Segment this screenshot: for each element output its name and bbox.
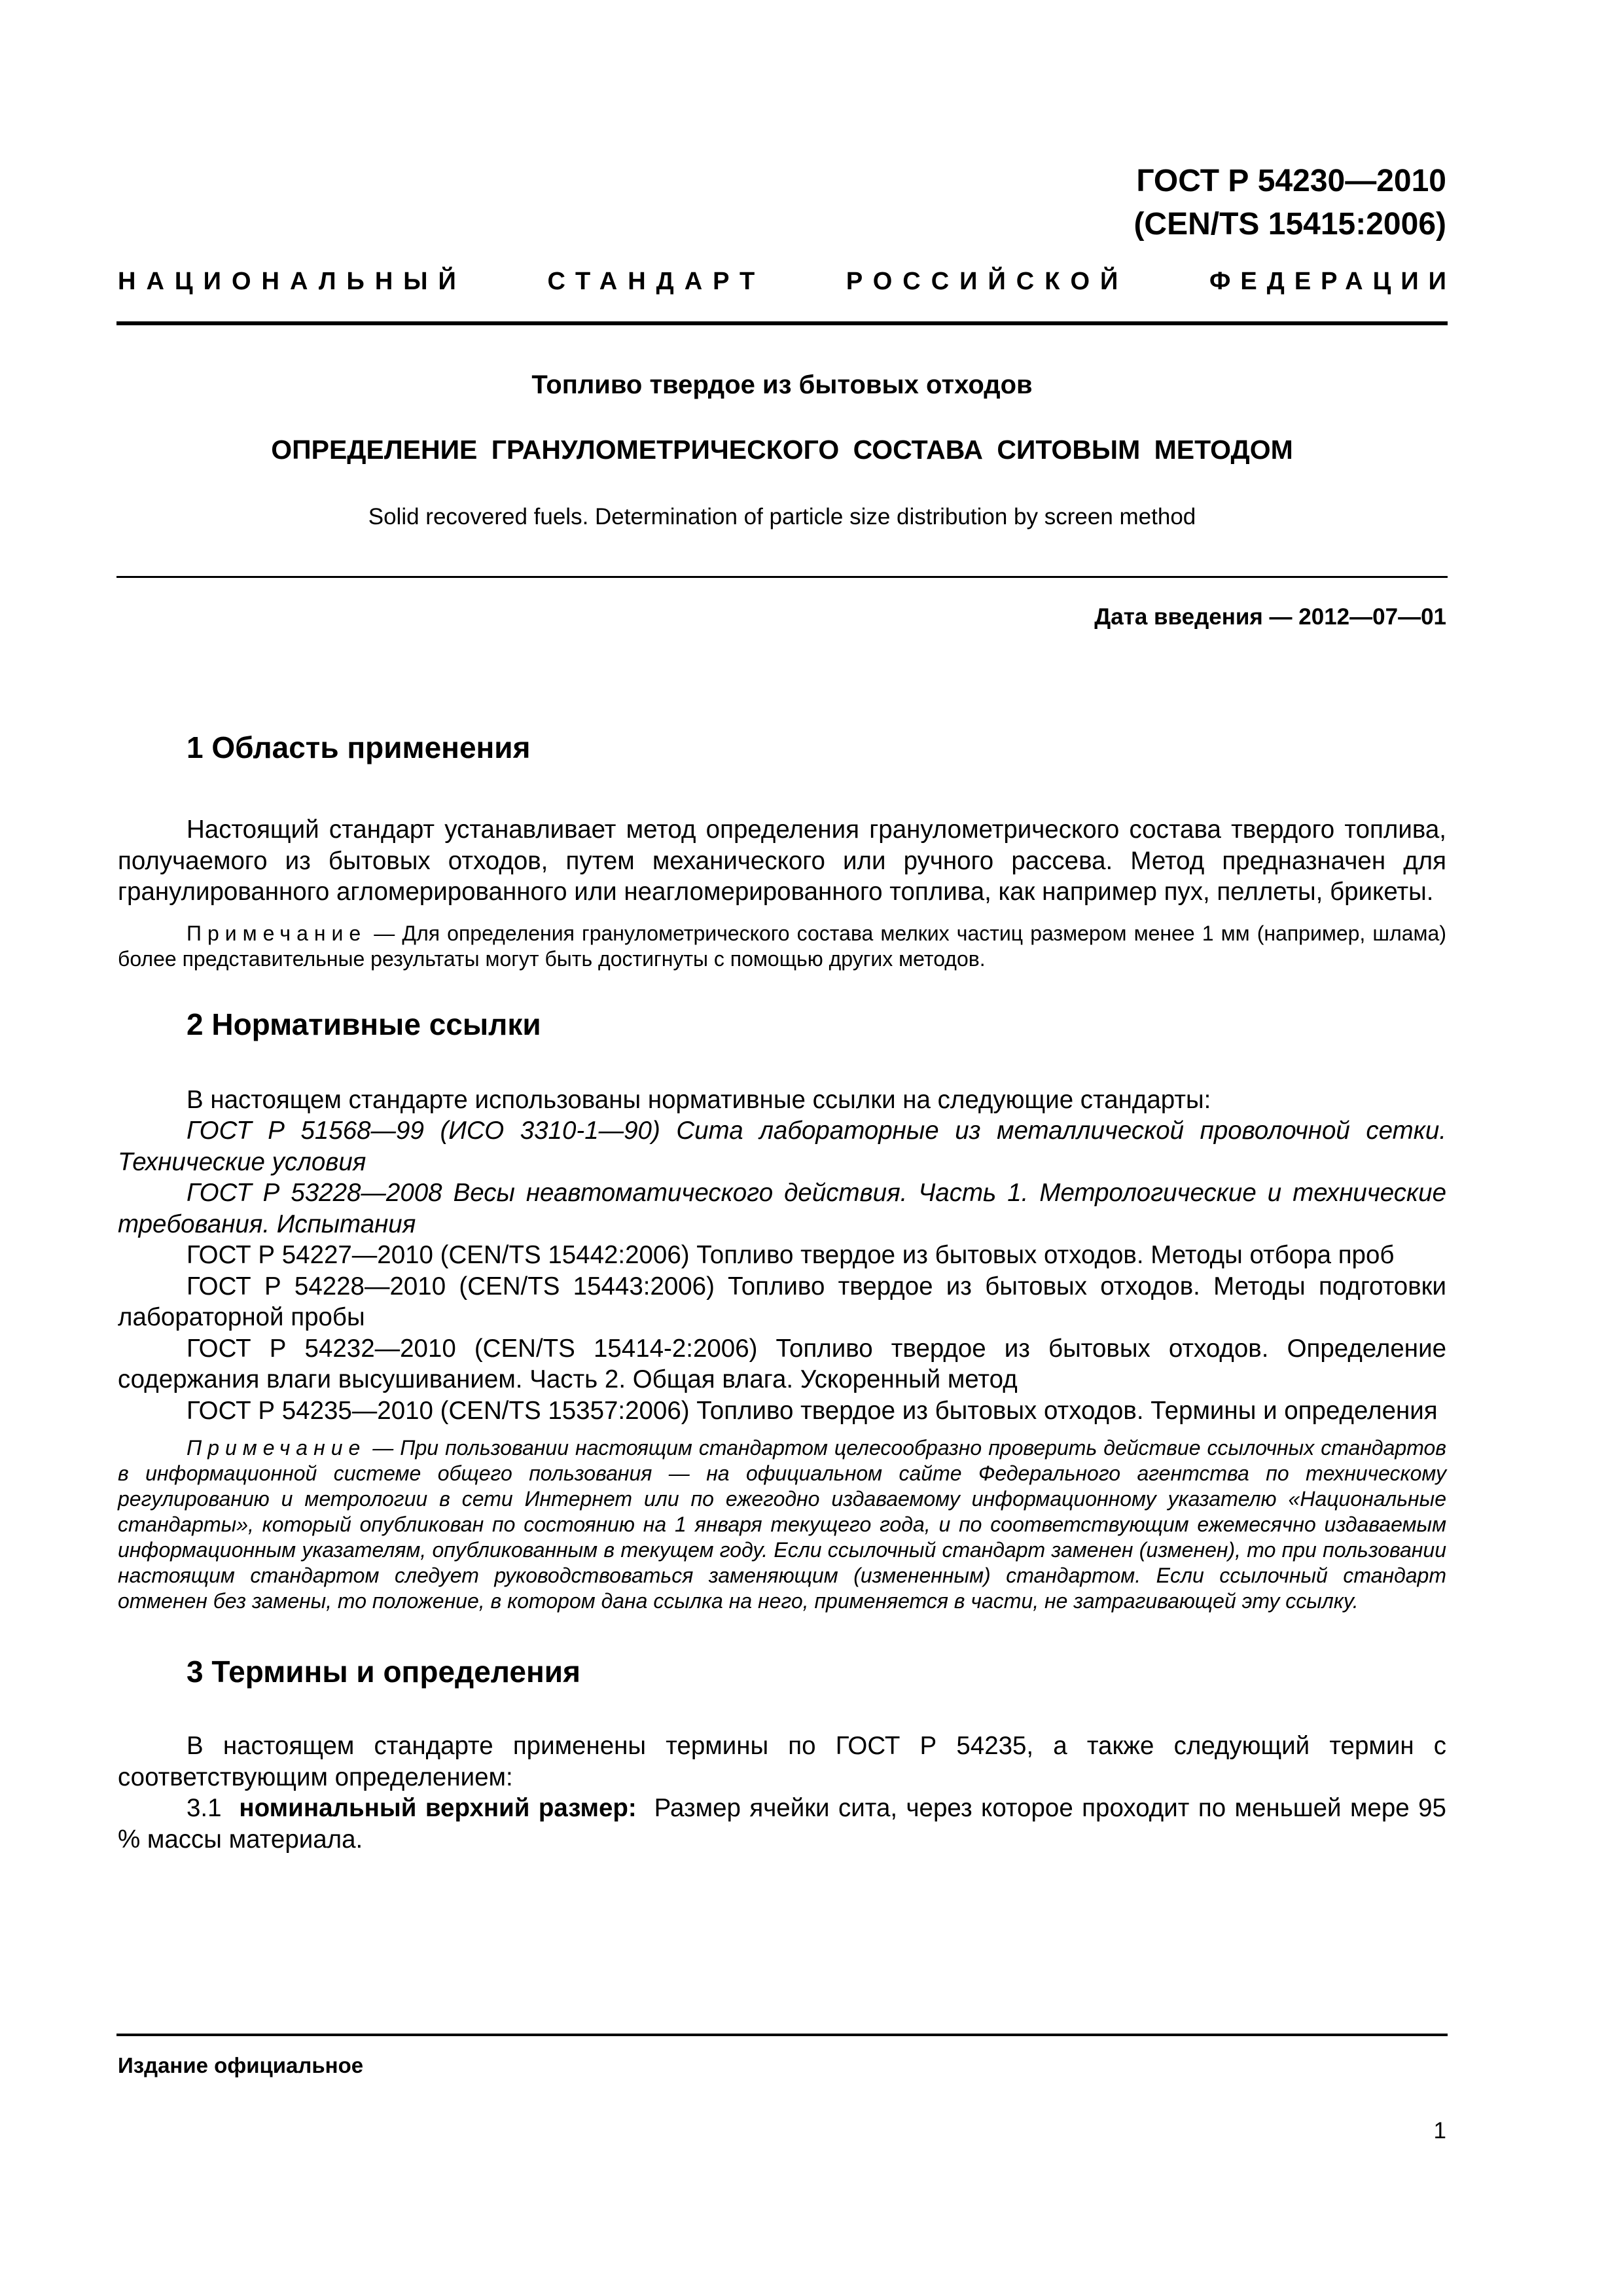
note (118, 921, 1446, 972)
edition-label: Издание официальное (118, 2053, 364, 2077)
section-heading: 2 Нормативные ссылки (187, 1007, 541, 1041)
reference-item: ГОСТ Р 54228—2010 (CEN/TS 15443:2006) Топливо твердое из бытовых отходов. Методы подготовки лабораторной пробы (118, 1272, 1446, 1331)
national-title-word: РОССИЙСКОЙ (846, 268, 1129, 295)
reference-item: ГОСТ Р 54227—2010 (CEN/TS 15442:2006) Топливо твердое из бытовых отходов. Методы отбора проб (187, 1241, 1395, 1269)
national-title-word: НАЦИОНАЛЬНЫЙ (118, 268, 467, 295)
note-text: — Для определения гранулометрического состава мелких частиц размером менее 1 мм (например, шлама) более представительные результаты могут быть достигнуты с помощью других методов. (118, 921, 1446, 971)
reference-item: ГОСТ Р 53228—2008 Весы неавтоматического действия. Часть 1. Метрологические и технические требования. Испытания (118, 1179, 1446, 1238)
note (118, 1435, 1446, 1614)
english-title: Solid recovered fuels. Determination of particle size distribution by screen method (368, 504, 1196, 529)
paragraph: Настоящий стандарт устанавливает метод определения гранулометрического состава твердого топлива, получаемого из бытовых отходов, путем механического или ручного рассева. Метод предназначен для гранулированного агломерированного или неагломерированного топлива, как например пух, пеллеты, брикеты. (118, 816, 1446, 906)
note-label: Примечание (187, 921, 367, 945)
footer-divider (116, 2034, 1448, 2036)
section-heading: 1 Область применения (187, 730, 531, 764)
reference-item: ГОСТ Р 54235—2010 (CEN/TS 15357:2006) Топливо твердое из бытовых отходов. Термины и определения (187, 1396, 1438, 1425)
national-title-word: ФЕДЕРАЦИИ (1209, 268, 1456, 295)
document-body (118, 726, 1446, 1855)
standard-number: ГОСТ Р 54230—2010 (1136, 164, 1446, 198)
header-divider (116, 321, 1448, 325)
note-text: — При пользовании настоящим стандартом целесообразно проверить действие ссылочных стандартов в информационной системе общего пользования — на официальном сайте Федерального агентства по техническому регулированию и метрологии в сети Интернет или по ежегодно издаваемому информационному указателю «Национальные стандарты», который опубликован по состоянию на 1 января текущего года, и по соответствующим ежемесячно издаваемым информационным указателям, опубликованным в текущем году. Если ссылочный стандарт заменен (изменен), то при пользовании настоящим стандартом следует руководствоваться заменяющим (измененным) стандартом. Если ссылочный стандарт отменен без замены, то положение, в котором дана ссылка на него, применяется в части, не затрагивающей эту ссылку. (118, 1436, 1446, 1613)
reference-item: ГОСТ Р 54232—2010 (CEN/TS 15414-2:2006) Топливо твердое из бытовых отходов. Определение содержания влаги высушиванием. Часть 2. Общая влага. Ускоренный метод (118, 1334, 1446, 1393)
term-definition (118, 1793, 1446, 1855)
paragraph: В настоящем стандарте применены термины по ГОСТ Р 54235, а также следующий термин с соответствующим определением: (118, 1732, 1446, 1791)
paragraph: В настоящем стандарте использованы нормативные ссылки на следующие стандарты: (187, 1085, 1211, 1114)
national-standard-title (118, 262, 1456, 301)
page-number: 1 (1433, 2118, 1446, 2144)
standard-number-block (1133, 160, 1446, 246)
title-divider (116, 576, 1448, 578)
term-number: 3.1 (187, 1794, 222, 1822)
term-text: Размер ячейки сита, через которое проходит по меньшей мере 95 % массы материала. (118, 1794, 1446, 1854)
document-title: ОПРЕДЕЛЕНИЕ ГРАНУЛОМЕТРИЧЕСКОГО СОСТАВА СИТОВЫМ МЕТОДОМ (271, 435, 1293, 465)
national-title-word: СТАНДАРТ (547, 268, 766, 295)
harmonized-number: (CEN/TS 15415:2006) (1133, 207, 1446, 242)
reference-item: ГОСТ Р 51568—99 (ИСО 3310-1—90) Сита лабораторные из металлической проволочной сетки. Технические условия (118, 1117, 1446, 1176)
term-name: номинальный верхний размер: (239, 1794, 637, 1822)
note-label: Примечание (187, 1436, 366, 1460)
section-heading: 3 Термины и определения (187, 1655, 580, 1689)
introduction-date: Дата введения — 2012—07—01 (1094, 604, 1446, 630)
document-subtitle: Топливо твердое из бытовых отходов (531, 370, 1033, 399)
